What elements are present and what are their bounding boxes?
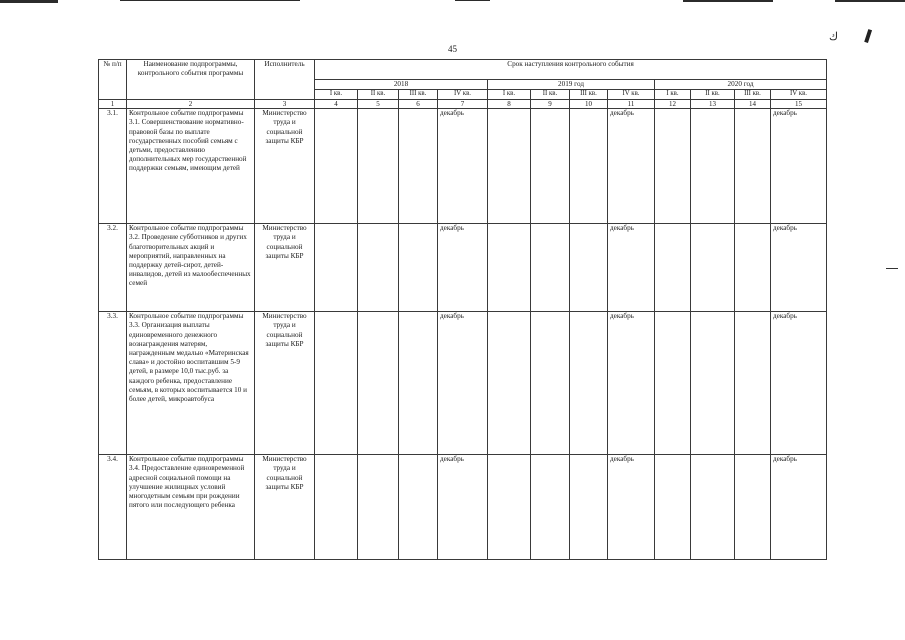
scan-edge-mark	[120, 0, 300, 1]
header-name: Наименование подпрограммы, контрольного события программы	[127, 60, 255, 100]
header-deadline: Срок наступления контрольного события	[315, 60, 827, 80]
header-quarter: III кв.	[399, 90, 438, 100]
quarter-cell	[735, 224, 771, 312]
scan-edge-mark	[835, 0, 905, 2]
table-row	[99, 312, 827, 455]
column-number: 2	[127, 100, 255, 109]
quarter-cell	[655, 109, 691, 224]
row-number: 3.4.	[99, 455, 127, 560]
column-number: 5	[358, 100, 399, 109]
event-name: Контрольное событие подпрограммы 3.1. Совершенствование нормативно-правовой базы по выплате государственных пособий семьям с детьми, предоставлению дополнительных мер государственной поддержки семьям, имеющим детей	[127, 109, 255, 224]
quarter-cell	[691, 109, 735, 224]
header-quarter: IV кв.	[438, 90, 488, 100]
quarter-cell: декабрь	[608, 224, 655, 312]
quarter-cell	[735, 109, 771, 224]
executor: Министерство труда и социальной защиты КБР	[255, 109, 315, 224]
quarter-cell	[655, 455, 691, 560]
quarter-cell: декабрь	[771, 312, 827, 455]
quarter-cell	[570, 109, 608, 224]
column-number: 10	[570, 100, 608, 109]
margin-mark	[886, 268, 898, 269]
quarter-cell	[315, 312, 358, 455]
row-number: 3.1.	[99, 109, 127, 224]
quarter-cell	[570, 312, 608, 455]
quarter-cell	[358, 109, 399, 224]
quarter-cell	[735, 312, 771, 455]
header-quarter: II кв.	[531, 90, 570, 100]
column-number: 14	[735, 100, 771, 109]
column-number-row	[99, 100, 827, 109]
quarter-cell	[531, 109, 570, 224]
header-executor: Исполнитель	[255, 60, 315, 100]
header-quarter: II кв.	[691, 90, 735, 100]
header-quarter: I кв.	[315, 90, 358, 100]
header-quarter: I кв.	[655, 90, 691, 100]
header-quarter: II кв.	[358, 90, 399, 100]
quarter-cell	[691, 455, 735, 560]
scan-edge-mark	[455, 0, 490, 1]
column-number: 3	[255, 100, 315, 109]
quarter-cell	[488, 109, 531, 224]
quarter-cell	[488, 455, 531, 560]
table-row	[99, 109, 827, 224]
header-year-2019: 2019 год	[488, 80, 655, 90]
quarter-cell	[691, 224, 735, 312]
column-number: 11	[608, 100, 655, 109]
column-number: 4	[315, 100, 358, 109]
column-number: 12	[655, 100, 691, 109]
quarter-cell: декабрь	[438, 455, 488, 560]
quarter-cell: декабрь	[771, 224, 827, 312]
quarter-cell: декабрь	[771, 455, 827, 560]
page-number: 45	[448, 44, 457, 54]
quarter-cell: декабрь	[438, 109, 488, 224]
quarter-cell: декабрь	[438, 224, 488, 312]
event-name: Контрольное событие подпрограммы 3.2. Проведение субботников и других благотворительных акций и мероприятий, направленных на поддержку детей-сирот, детей-инвалидов, детей из малообеспеченных семей	[127, 224, 255, 312]
scan-edge-mark	[683, 0, 773, 2]
column-number: 13	[691, 100, 735, 109]
quarter-cell	[691, 312, 735, 455]
quarter-cell: декабрь	[608, 455, 655, 560]
quarter-cell	[358, 455, 399, 560]
executor: Министерство труда и социальной защиты КБР	[255, 455, 315, 560]
corner-mark: ▌	[864, 30, 876, 44]
quarter-cell	[735, 455, 771, 560]
row-number: 3.2.	[99, 224, 127, 312]
quarter-cell: декабрь	[771, 109, 827, 224]
column-number: 6	[399, 100, 438, 109]
quarter-cell	[358, 224, 399, 312]
quarter-cell	[531, 224, 570, 312]
quarter-cell	[399, 224, 438, 312]
header-quarter: IV кв.	[771, 90, 827, 100]
header-quarter: III кв.	[570, 90, 608, 100]
row-number: 3.3.	[99, 312, 127, 455]
quarter-cell: декабрь	[608, 312, 655, 455]
column-number: 7	[438, 100, 488, 109]
scan-edge-mark	[0, 0, 58, 3]
quarter-cell	[358, 312, 399, 455]
quarter-cell	[315, 455, 358, 560]
column-number: 8	[488, 100, 531, 109]
table-row	[99, 455, 827, 560]
quarter-cell	[570, 455, 608, 560]
quarter-cell	[399, 312, 438, 455]
column-number: 9	[531, 100, 570, 109]
quarter-cell	[488, 224, 531, 312]
quarter-cell	[570, 224, 608, 312]
corner-mark: ك	[829, 31, 839, 43]
quarter-cell	[315, 224, 358, 312]
header-quarter: I кв.	[488, 90, 531, 100]
quarter-cell	[488, 312, 531, 455]
event-name: Контрольное событие подпрограммы 3.3. Организация выплаты единовременного денежного вознаграждения матерям, награжденным медалью «Материнская слава» и достойно воспитавшим 5-9 детей, в размере 10,0 тыс.руб. за каждого ребенка, предоставление семьям, в которых воспитывается 10 и более детей, микроавтобуса	[127, 312, 255, 455]
quarter-cell: декабрь	[438, 312, 488, 455]
header-quarter: III кв.	[735, 90, 771, 100]
header-year-2018: 2018	[315, 80, 488, 90]
column-number: 1	[99, 100, 127, 109]
header-year-2020: 2020 год	[655, 80, 827, 90]
header-num: № п/п	[99, 60, 127, 100]
quarter-cell	[399, 109, 438, 224]
executor: Министерство труда и социальной защиты КБР	[255, 312, 315, 455]
quarter-cell	[531, 455, 570, 560]
executor: Министерство труда и социальной защиты КБР	[255, 224, 315, 312]
quarter-cell	[399, 455, 438, 560]
header-quarter: IV кв.	[608, 90, 655, 100]
table-row	[99, 224, 827, 312]
quarter-cell	[315, 109, 358, 224]
quarter-cell	[531, 312, 570, 455]
control-events-table	[98, 59, 827, 560]
column-number: 15	[771, 100, 827, 109]
quarter-cell	[655, 312, 691, 455]
event-name: Контрольное событие подпрограммы 3.4. Предоставление единовременной адресной социальной помощи на улучшение жилищных условий многодетным семьям при рождении пятого или последующего ребенка	[127, 455, 255, 560]
quarter-cell: декабрь	[608, 109, 655, 224]
quarter-cell	[655, 224, 691, 312]
